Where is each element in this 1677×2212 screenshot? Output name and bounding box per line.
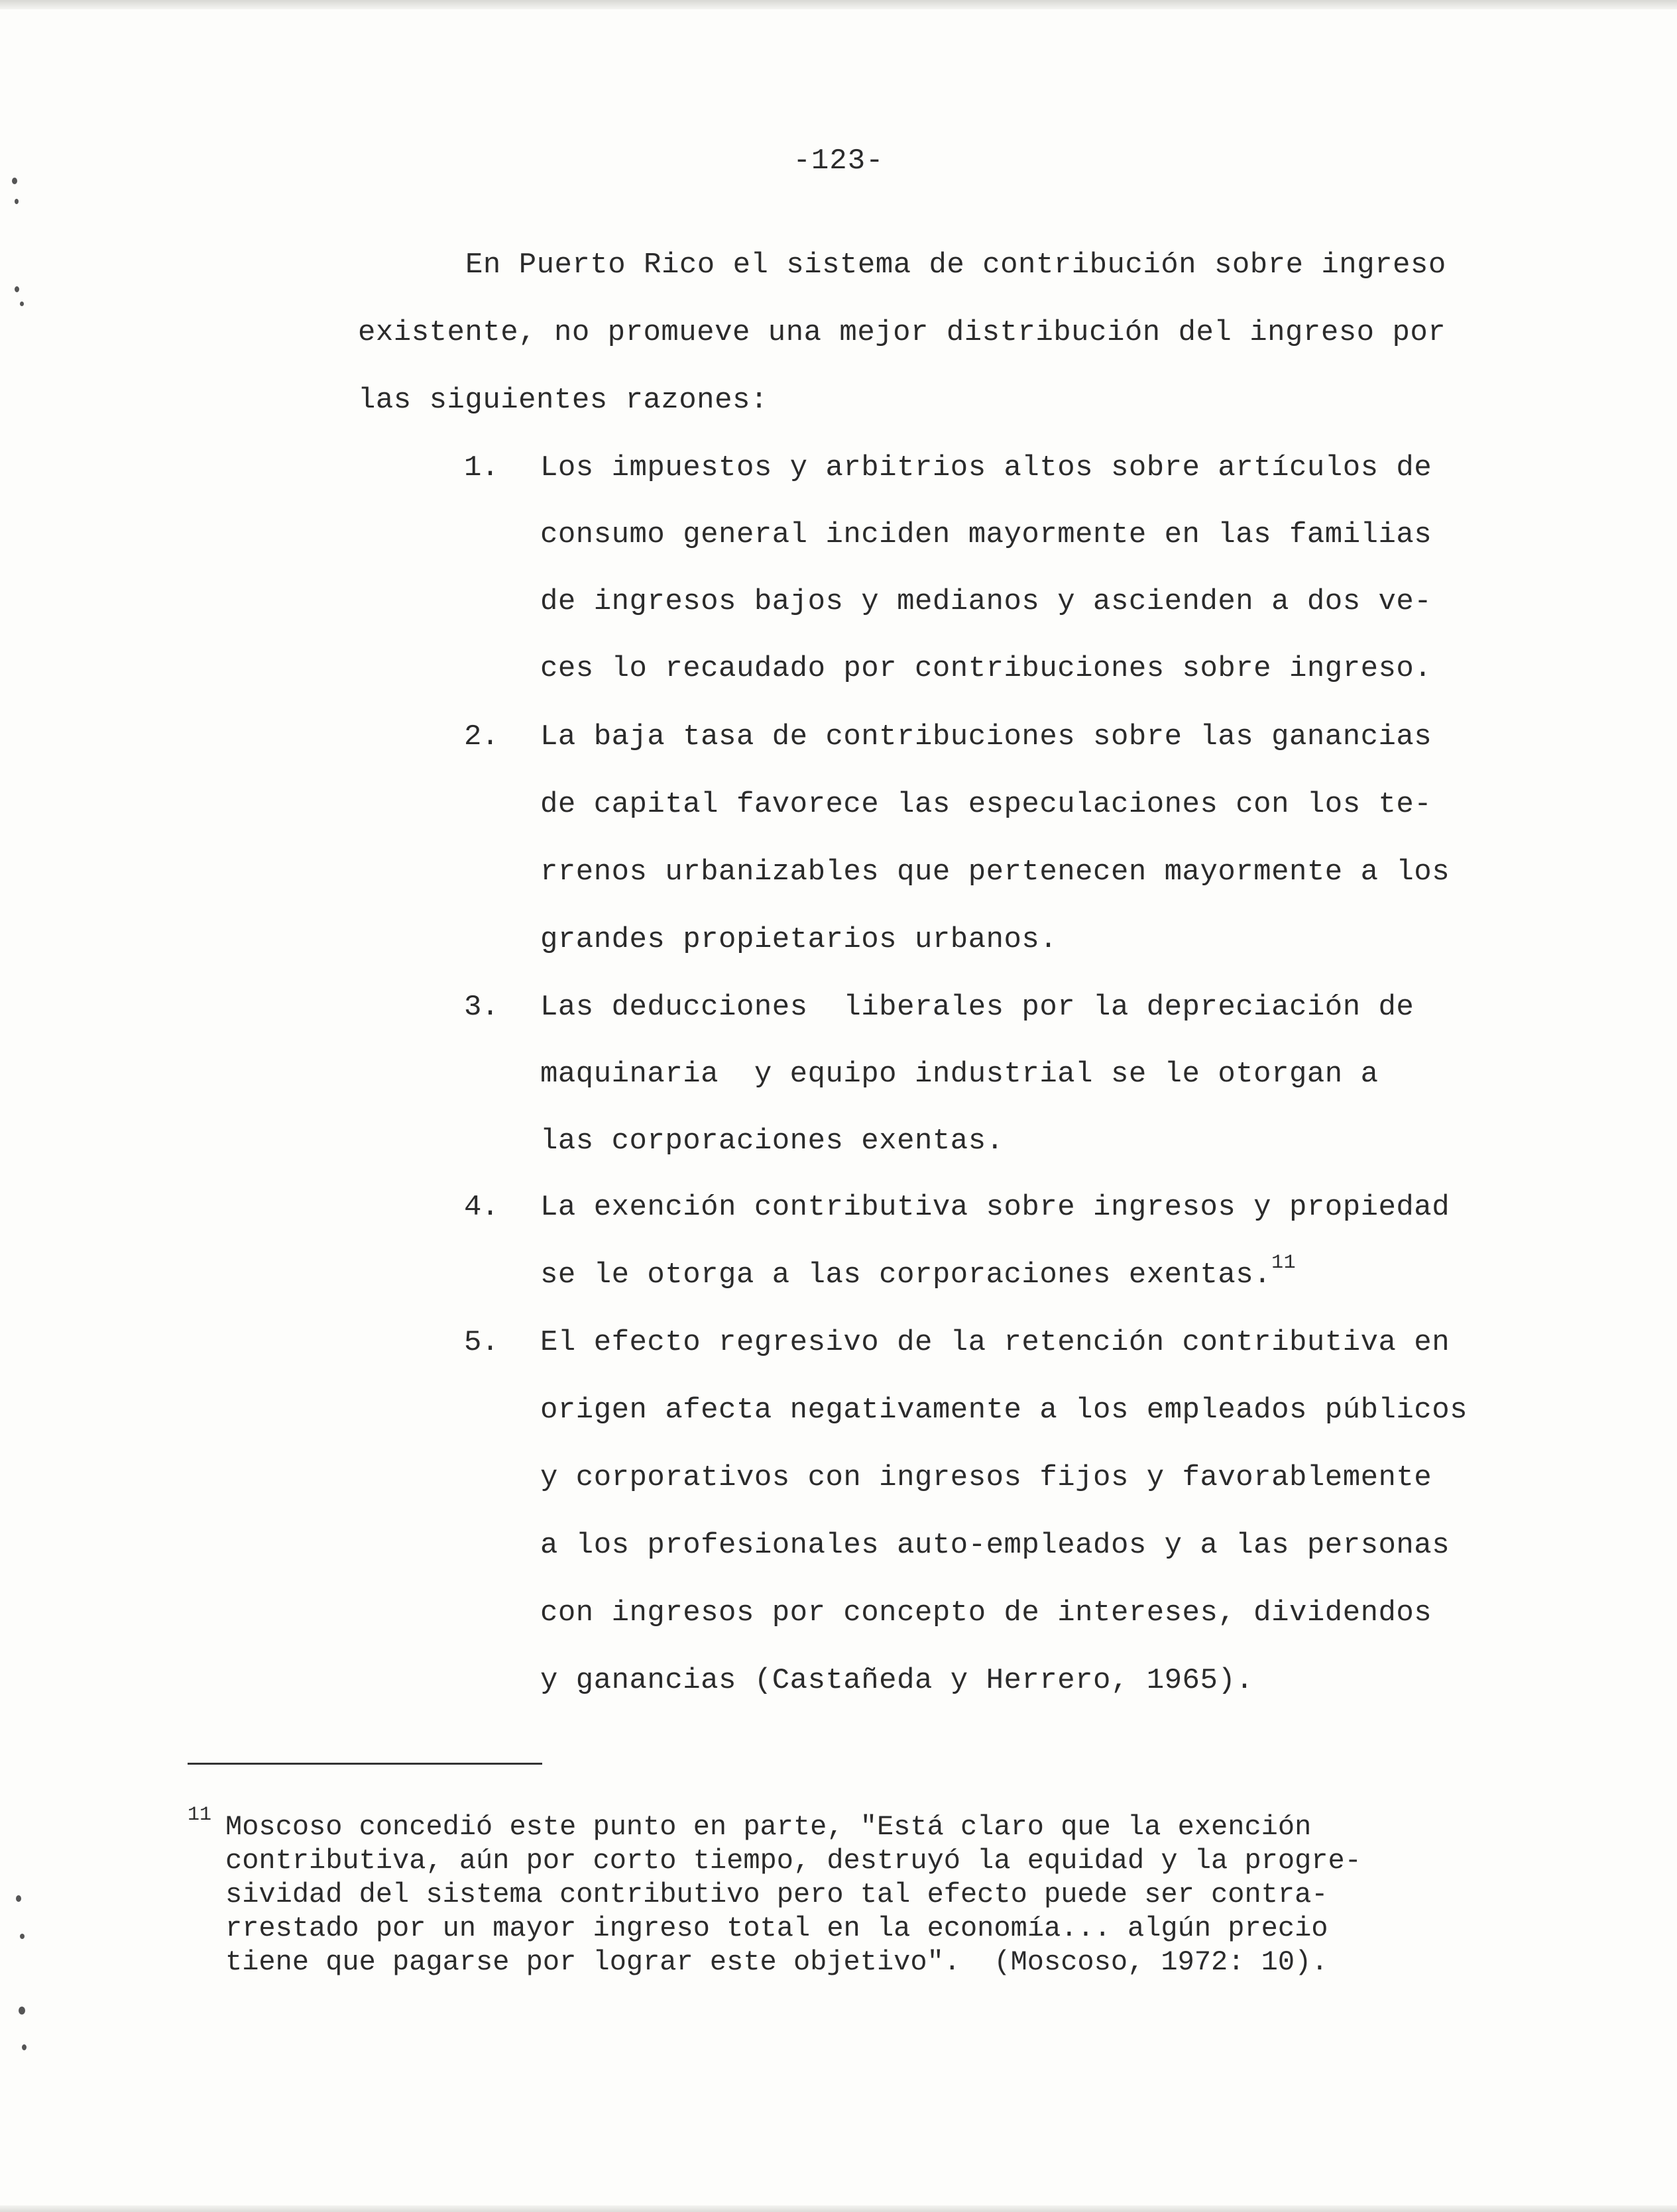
intro-line-2: existente, no promueve una mejor distribución del ingreso por — [358, 316, 1446, 349]
scan-speck — [12, 178, 17, 184]
scan-speck — [19, 2007, 25, 2015]
intro-line-1: En Puerto Rico el sistema de contribución sobre ingreso — [465, 249, 1446, 282]
scan-speck — [22, 2044, 27, 2050]
scan-bottom-edge — [0, 2205, 1677, 2212]
item-2-line-1: La baja tasa de contribuciones sobre las ganancias — [540, 720, 1432, 753]
footnote-line-5: tiene que pagarse por lograr este objetivo". (Moscoso, 1972: 10). — [225, 1946, 1328, 1978]
item-5-line-6: y ganancias (Castañeda y Herrero, 1965). — [540, 1664, 1254, 1697]
footnote-mark: 11 — [188, 1804, 212, 1826]
footnote-line-3: sividad del sistema contributivo pero tal efecto puede ser contra- — [225, 1879, 1328, 1910]
item-4-line-2-text: se le otorga a las corporaciones exentas. — [540, 1258, 1272, 1292]
item-3-line-1: Las deducciones liberales por la depreciación de — [540, 991, 1415, 1024]
item-3-line-2: maquinaria y equipo industrial se le otorgan a — [540, 1058, 1379, 1091]
item-1-line-2: consumo general inciden mayormente en las familias — [540, 518, 1432, 551]
item-5-line-2: origen afecta negativamente a los empleados públicos — [540, 1394, 1468, 1427]
item-4-line-1: La exención contributiva sobre ingresos y propiedad — [540, 1191, 1450, 1224]
item-2-line-2: de capital favorece las especulaciones con los te- — [540, 788, 1432, 821]
footnote-line-1: Moscoso concedió este punto en parte, "Está claro que la exención — [225, 1811, 1312, 1843]
scan-speck — [20, 1934, 25, 1939]
item-5-line-1: El efecto regresivo de la retención contributiva en — [540, 1326, 1450, 1359]
footnote-divider — [188, 1763, 542, 1765]
footnote-reference: 11 — [1271, 1252, 1297, 1274]
page-number: -123- — [793, 144, 884, 178]
footnote-line-2: contributiva, aún por corto tiempo, destruyó la equidad y la progre- — [225, 1845, 1361, 1877]
item-2-line-3: rrenos urbanizables que pertenecen mayormente a los — [540, 856, 1450, 889]
scan-speck — [20, 302, 24, 306]
item-2-line-4: grandes propietarios urbanos. — [540, 923, 1058, 956]
scan-speck — [16, 1895, 21, 1902]
item-number-5: 5. — [464, 1326, 499, 1359]
scan-speck — [15, 286, 19, 292]
item-number-1: 1. — [464, 451, 499, 484]
item-5-line-5: con ingresos por concepto de intereses, dividendos — [540, 1596, 1432, 1630]
footnote-line-4: rrestado por un mayor ingreso total en la economía... algún precio — [225, 1912, 1328, 1944]
item-number-2: 2. — [464, 720, 499, 753]
intro-line-3: las siguientes razones: — [358, 384, 768, 417]
item-number-3: 3. — [464, 991, 499, 1024]
item-4-line-2 — [540, 1252, 1297, 1292]
item-number-4: 4. — [464, 1191, 499, 1224]
item-1-line-4: ces lo recaudado por contribuciones sobre ingreso. — [540, 652, 1432, 685]
scan-top-edge — [0, 0, 1677, 9]
item-1-line-1: Los impuestos y arbitrios altos sobre artículos de — [540, 451, 1432, 484]
scan-speck — [15, 199, 19, 204]
item-5-line-3: y corporativos con ingresos fijos y favorablemente — [540, 1461, 1432, 1494]
item-3-line-3: las corporaciones exentas. — [540, 1125, 1004, 1158]
item-5-line-4: a los profesionales auto-empleados y a las personas — [540, 1529, 1450, 1562]
item-1-line-3: de ingresos bajos y medianos y ascienden a dos ve- — [540, 585, 1432, 618]
